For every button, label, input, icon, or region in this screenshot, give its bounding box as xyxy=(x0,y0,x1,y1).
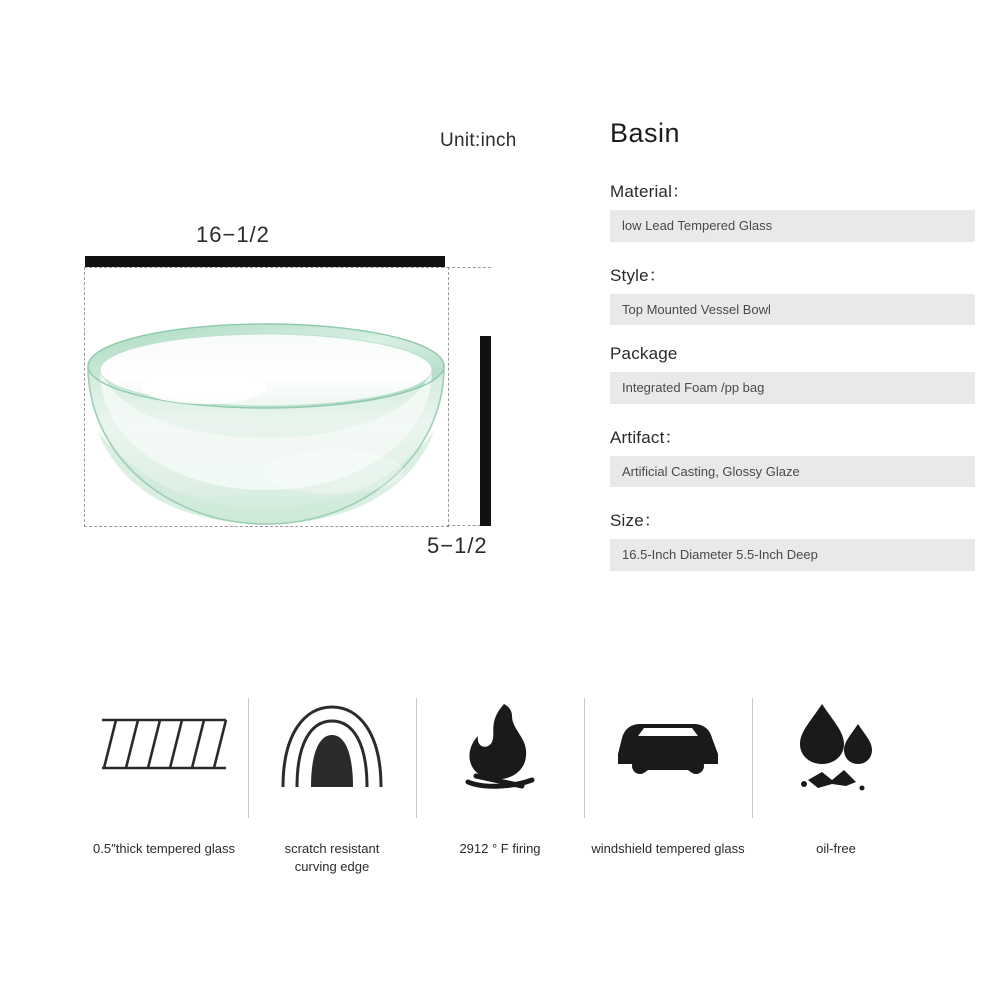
feature-label-line1: scratch resistant curving edge xyxy=(284,841,380,874)
spec-value: Integrated Foam /pp bag xyxy=(610,372,975,404)
width-dimension-label: 16−1/2 xyxy=(196,222,270,247)
depth-dimension-label: 5−1/2 xyxy=(427,533,488,558)
feature-strip xyxy=(80,690,920,875)
spec-key: Style： xyxy=(610,265,666,285)
curving-edge-icon xyxy=(254,690,410,802)
spec-key: Package xyxy=(610,344,678,364)
spec-value: Artificial Casting, Glossy Glaze xyxy=(610,456,975,488)
spec-panel xyxy=(610,118,975,590)
spec-row-size xyxy=(610,506,975,571)
glass-thickness-icon xyxy=(86,690,242,802)
dimension-guide-extension-top xyxy=(447,267,491,268)
depth-measure-bar xyxy=(480,336,491,526)
feature-item xyxy=(416,690,584,858)
feature-label: 0.5″thick tempered glass xyxy=(93,841,235,856)
flame-icon xyxy=(422,690,578,802)
feature-label: oil-free xyxy=(816,841,856,856)
glass-vessel-bowl-icon xyxy=(84,322,448,528)
feature-label xyxy=(254,840,410,875)
spec-row-artifact xyxy=(610,423,975,488)
spec-value: low Lead Tempered Glass xyxy=(610,210,975,242)
car-windshield-icon xyxy=(590,690,746,802)
spec-row-package xyxy=(610,344,975,404)
feature-item xyxy=(80,690,248,858)
feature-label: windshield tempered glass xyxy=(591,841,745,856)
spec-key: Material： xyxy=(610,182,690,201)
spec-key: Artifact： xyxy=(610,427,682,447)
spec-value: Top Mounted Vessel Bowl xyxy=(610,294,975,326)
oil-drop-icon xyxy=(758,690,914,802)
feature-item xyxy=(248,690,416,875)
page-title: Basin xyxy=(610,118,681,148)
spec-row-material xyxy=(610,177,975,242)
feature-item xyxy=(584,690,752,858)
unit-label: Unit:inch xyxy=(440,130,517,151)
spec-row-style xyxy=(610,261,975,326)
spec-value: 16.5-Inch Diameter 5.5-Inch Deep xyxy=(610,539,975,571)
width-measure-bar xyxy=(85,256,445,267)
spec-key: Size： xyxy=(610,511,662,531)
feature-label: 2912 ° F firing xyxy=(459,841,541,856)
feature-item xyxy=(752,690,920,858)
